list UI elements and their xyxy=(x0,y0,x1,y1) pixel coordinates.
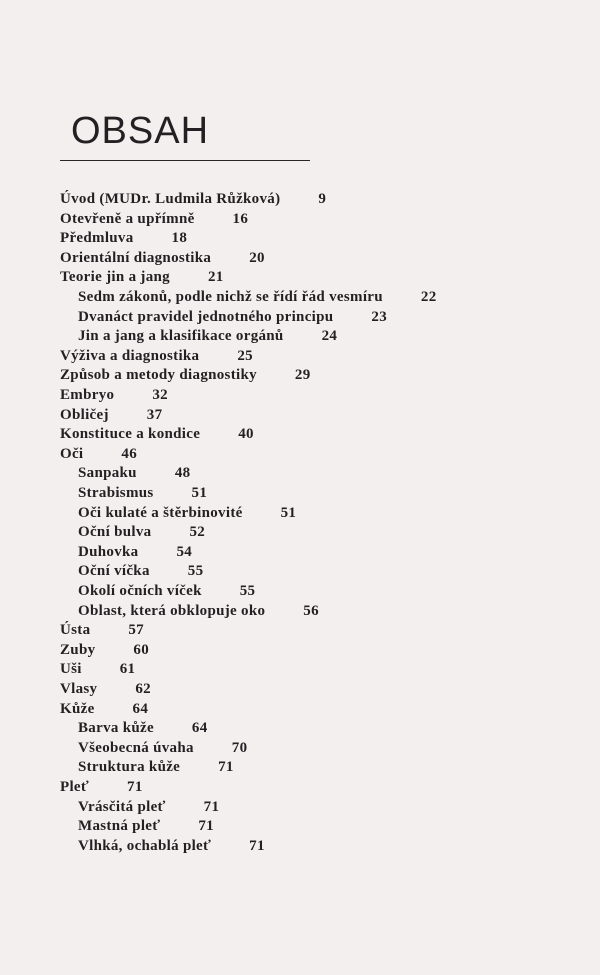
toc-entry xyxy=(78,328,337,345)
toc-entry-page: 48 xyxy=(174,465,191,482)
toc-entry-title: Oči kulaté a štěrbinovité xyxy=(78,504,243,521)
toc-entry-page: 61 xyxy=(119,661,136,678)
toc-entry-title: Mastná pleť xyxy=(78,818,161,835)
toc-entry-page: 23 xyxy=(371,308,388,325)
title-divider xyxy=(60,160,310,161)
toc-entry-page: 24 xyxy=(321,328,338,345)
toc-entry-page: 18 xyxy=(171,230,188,247)
toc-entry xyxy=(78,524,205,541)
toc-entry-title: Sedm zákonů, podle nichž se řídí řád vesmíru xyxy=(78,289,383,305)
toc-entry-page: 52 xyxy=(189,524,206,541)
toc-entry-title: Otevřeně a upřímně xyxy=(60,210,195,227)
toc-entry-title: Všeobecná úvaha xyxy=(78,739,194,756)
toc-entry xyxy=(78,505,296,522)
toc-entry xyxy=(78,838,265,855)
toc-entry xyxy=(78,309,387,326)
toc-entry-title: Duhovka xyxy=(78,543,139,560)
toc-entry xyxy=(78,289,437,306)
toc-entry xyxy=(60,426,254,443)
toc-entry-title: Zuby xyxy=(60,641,96,658)
toc-entry xyxy=(60,661,135,678)
toc-entry xyxy=(60,642,149,659)
toc-entry-title: Barva kůže xyxy=(78,720,154,737)
toc-entry-page: 16 xyxy=(232,210,249,227)
toc-entry xyxy=(78,603,319,620)
toc-entry-page: 32 xyxy=(152,387,168,403)
toc-entry-page: 54 xyxy=(176,543,193,560)
page-title: OBSAH xyxy=(71,110,210,152)
toc-entry-page: 64 xyxy=(132,700,149,717)
toc-entry-title: Dvanáct pravidel jednotného principu xyxy=(78,308,334,325)
toc-entry-title: Orientální diagnostika xyxy=(60,249,212,266)
toc-entry xyxy=(78,740,247,757)
toc-entry-page: 22 xyxy=(420,289,437,305)
toc-entry-title: Teorie jin a jang xyxy=(60,269,170,286)
toc-entry xyxy=(60,701,148,718)
toc-entry-title: Pleť xyxy=(60,779,90,795)
toc-entry-page: 71 xyxy=(198,818,214,835)
toc-entry-title: Výživa a diagnostika xyxy=(60,347,200,364)
toc-entry xyxy=(60,367,311,384)
toc-entry xyxy=(60,250,265,267)
toc-entry-page: 51 xyxy=(280,504,297,521)
toc-entry xyxy=(78,485,207,502)
toc-entry-page: 71 xyxy=(218,759,234,776)
toc-entry xyxy=(78,544,192,561)
toc-entry-title: Embryo xyxy=(60,387,115,403)
toc-entry-title: Obličej xyxy=(60,406,109,423)
toc-entry-title: Konstituce a kondice xyxy=(60,426,201,443)
toc-entry-title: Vrásčitá pleť xyxy=(78,798,166,815)
toc-entry xyxy=(78,720,208,737)
toc-entry-page: 64 xyxy=(191,720,208,737)
toc-entry-page: 71 xyxy=(127,779,143,795)
toc-entry-title: Vlhká, ochablá pleť xyxy=(78,837,212,854)
toc-entry-page: 55 xyxy=(187,563,204,580)
toc-entry-page: 20 xyxy=(249,249,265,266)
toc-entry-title: Sanpaku xyxy=(78,465,137,482)
toc-entry xyxy=(60,230,187,247)
toc-entry xyxy=(78,759,234,776)
toc-entry-title: Oční víčka xyxy=(78,563,150,580)
toc-entry xyxy=(60,191,326,208)
toc-entry-page: 55 xyxy=(239,583,256,599)
toc-entry-page: 56 xyxy=(303,602,319,619)
toc-entry xyxy=(60,779,143,796)
toc-entry-title: Kůže xyxy=(60,700,95,717)
toc-entry xyxy=(78,583,255,600)
toc-entry-title: Předmluva xyxy=(60,230,134,247)
toc-entry-title: Oční bulva xyxy=(78,524,152,541)
toc-entry-page: 60 xyxy=(133,641,149,658)
toc-entry xyxy=(60,681,151,698)
toc-entry-title: Okolí očních víček xyxy=(78,583,202,599)
toc-entry-page: 62 xyxy=(135,681,151,697)
toc-entry-title: Úvod (MUDr. Ludmila Růžková) xyxy=(60,191,281,207)
toc-entry xyxy=(78,465,190,482)
toc-entry-page: 37 xyxy=(146,406,163,423)
toc-entry-title: Vlasy xyxy=(60,681,98,697)
toc-entry-title: Strabismus xyxy=(78,485,154,501)
toc-entry-page: 46 xyxy=(121,445,138,462)
toc-entry-title: Způsob a metody diagnostiky xyxy=(60,367,257,384)
toc-entry-page: 71 xyxy=(203,798,220,815)
toc-entry-title: Oblast, která obklopuje oko xyxy=(78,602,266,619)
toc-entry-page: 9 xyxy=(318,191,327,207)
toc-entry xyxy=(78,563,203,580)
toc-entry-title: Ústa xyxy=(60,622,91,639)
toc-entry xyxy=(60,446,137,463)
toc-entry-page: 29 xyxy=(294,367,311,384)
toc-entry-page: 21 xyxy=(207,269,224,286)
toc-entry xyxy=(60,211,248,228)
toc-entry xyxy=(78,818,214,835)
toc-entry xyxy=(78,799,219,816)
toc-entry-page: 51 xyxy=(191,485,208,501)
toc-entry-page: 57 xyxy=(128,622,144,639)
toc-entry-page: 70 xyxy=(231,739,248,756)
toc-entry xyxy=(60,407,162,424)
toc-entry-page: 71 xyxy=(249,837,265,854)
toc-entry xyxy=(60,348,253,365)
toc-entry-title: Jin a jang a klasifikace orgánů xyxy=(78,328,284,345)
toc-entry xyxy=(60,269,224,286)
toc-entry-title: Struktura kůže xyxy=(78,759,181,776)
toc-entry-page: 25 xyxy=(237,347,253,364)
toc-entry-title: Oči xyxy=(60,445,84,462)
toc-entry-page: 40 xyxy=(238,426,254,443)
toc-entry xyxy=(60,387,168,404)
toc-entry-title: Uši xyxy=(60,661,82,678)
toc-entry xyxy=(60,622,144,639)
